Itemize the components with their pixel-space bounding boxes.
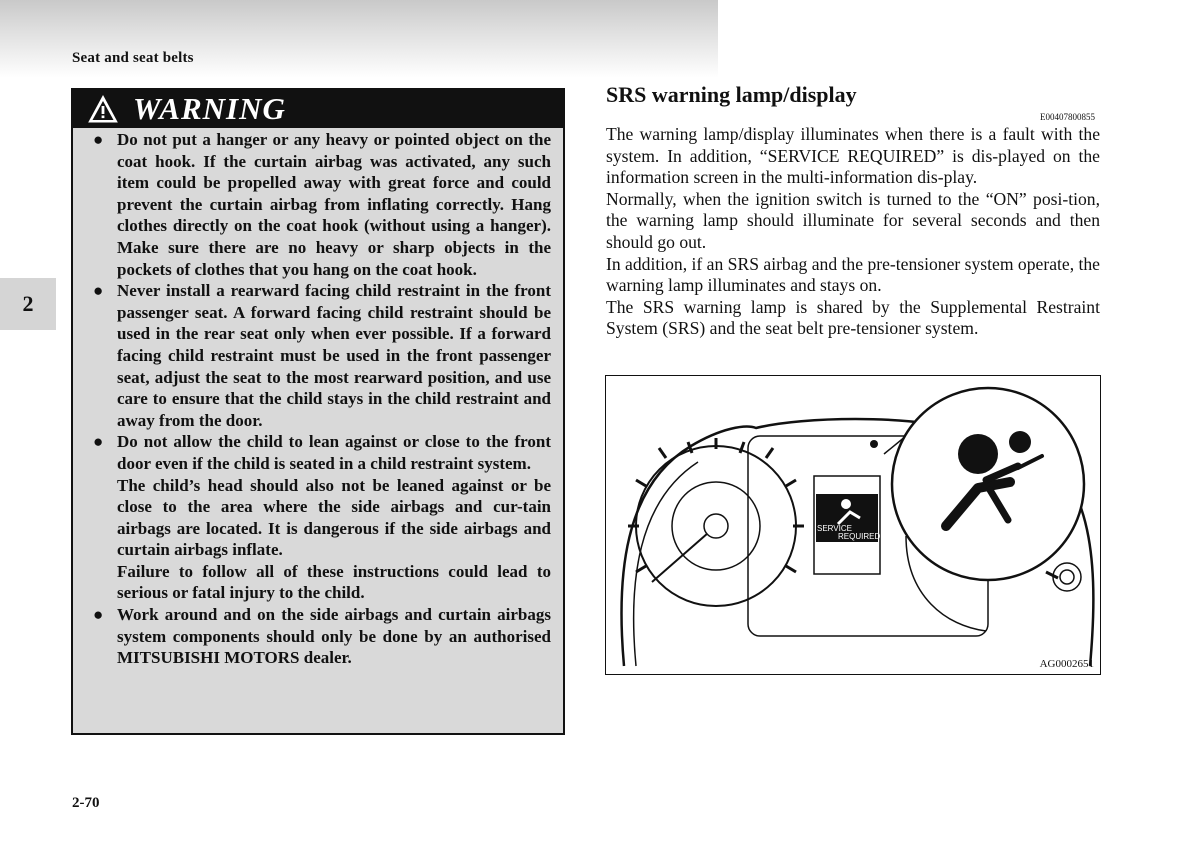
bullet-icon: ● [93,130,104,149]
warning-paragraph: Do not allow the child to lean against or close to the front door even if the child is seated in a child restraint system. [117,432,551,473]
srs-body [606,124,1100,340]
chapter-tab [0,278,56,330]
section-title: Seat and seat belts [72,50,194,66]
warning-item-text [117,604,551,669]
instrument-cluster-illustration [606,376,1100,674]
warning-paragraph: The child’s head should also not be leaned against or be close to the area where the side airbags and cur-tain airbags are located. It is dangerous if the side airbags and curtain airbags inflate. [117,475,551,560]
bullet-icon: ● [93,281,104,301]
warning-item [93,604,551,669]
warning-title: WARNING [133,91,286,126]
warning-triangle-icon [87,94,119,124]
doc-code: E00407800855 [1040,112,1095,122]
display-text-required: REQUIRED [838,532,881,541]
warning-item-text [117,431,551,604]
warning-paragraph: Do not put a hanger or any heavy or pointed object on the coat hook. If the curtain airbag was activated, any such item could be propelled away with great force and could prevent the curtain airbag from inflating correctly. Hang clothes directly on the coat hook (without using a hanger). Make sure there are no heavy or sharp objects in the pockets of clothes that you hang on the coat hook. [117,130,551,279]
warning-paragraph: Work around and on the side airbags and curtain airbags system components should only be done by an authorised MITSUBISHI MOTORS dealer. [117,605,551,668]
display-text-service: SERVICE [817,524,852,533]
warning-item [93,129,551,280]
chapter-number: 2 [22,291,34,316]
instrument-cluster-figure [605,375,1101,675]
srs-paragraph: The warning lamp/display illuminates when there is a fault with the system. In addition, “SERVICE REQUIRED” is dis-played on the information screen in the multi-information dis-play. [606,124,1100,188]
srs-paragraph: The SRS warning lamp is shared by the Supplemental Restraint System (SRS) and the seat belt pre-tensioner system. [606,296,1100,339]
warning-item-text [117,129,551,280]
srs-heading: SRS warning lamp/display [606,82,857,107]
warning-item [93,280,551,431]
warning-body [73,128,563,669]
warning-paragraph: Never install a rearward facing child restraint in the front passenger seat. A forward facing child restraint should be used in the rear seat only when ever possible. If a forward facing child restraint must be used in the front passenger seat, adjust the seat to the most rearward position, and use care to ensure that the child stays in the child restraint and away from the door. [117,281,551,430]
warning-box [71,88,565,735]
bullet-icon: ● [93,605,104,625]
warning-header [73,90,563,128]
warning-item-text [117,280,551,431]
warning-item [93,431,551,604]
warning-paragraph: Failure to follow all of these instructions could lead to serious or fatal injury to the child. [117,561,551,603]
page-number: 2-70 [72,795,100,811]
srs-paragraph: In addition, if an SRS airbag and the pre-tensioner system operate, the warning lamp illuminates and stays on. [606,253,1100,296]
srs-paragraph: Normally, when the ignition switch is turned to the “ON” posi-tion, the warning lamp should illuminate for several seconds and then should go out. [606,188,1100,252]
bullet-icon: ● [93,432,104,452]
figure-code: AG0002651 [1039,658,1094,670]
